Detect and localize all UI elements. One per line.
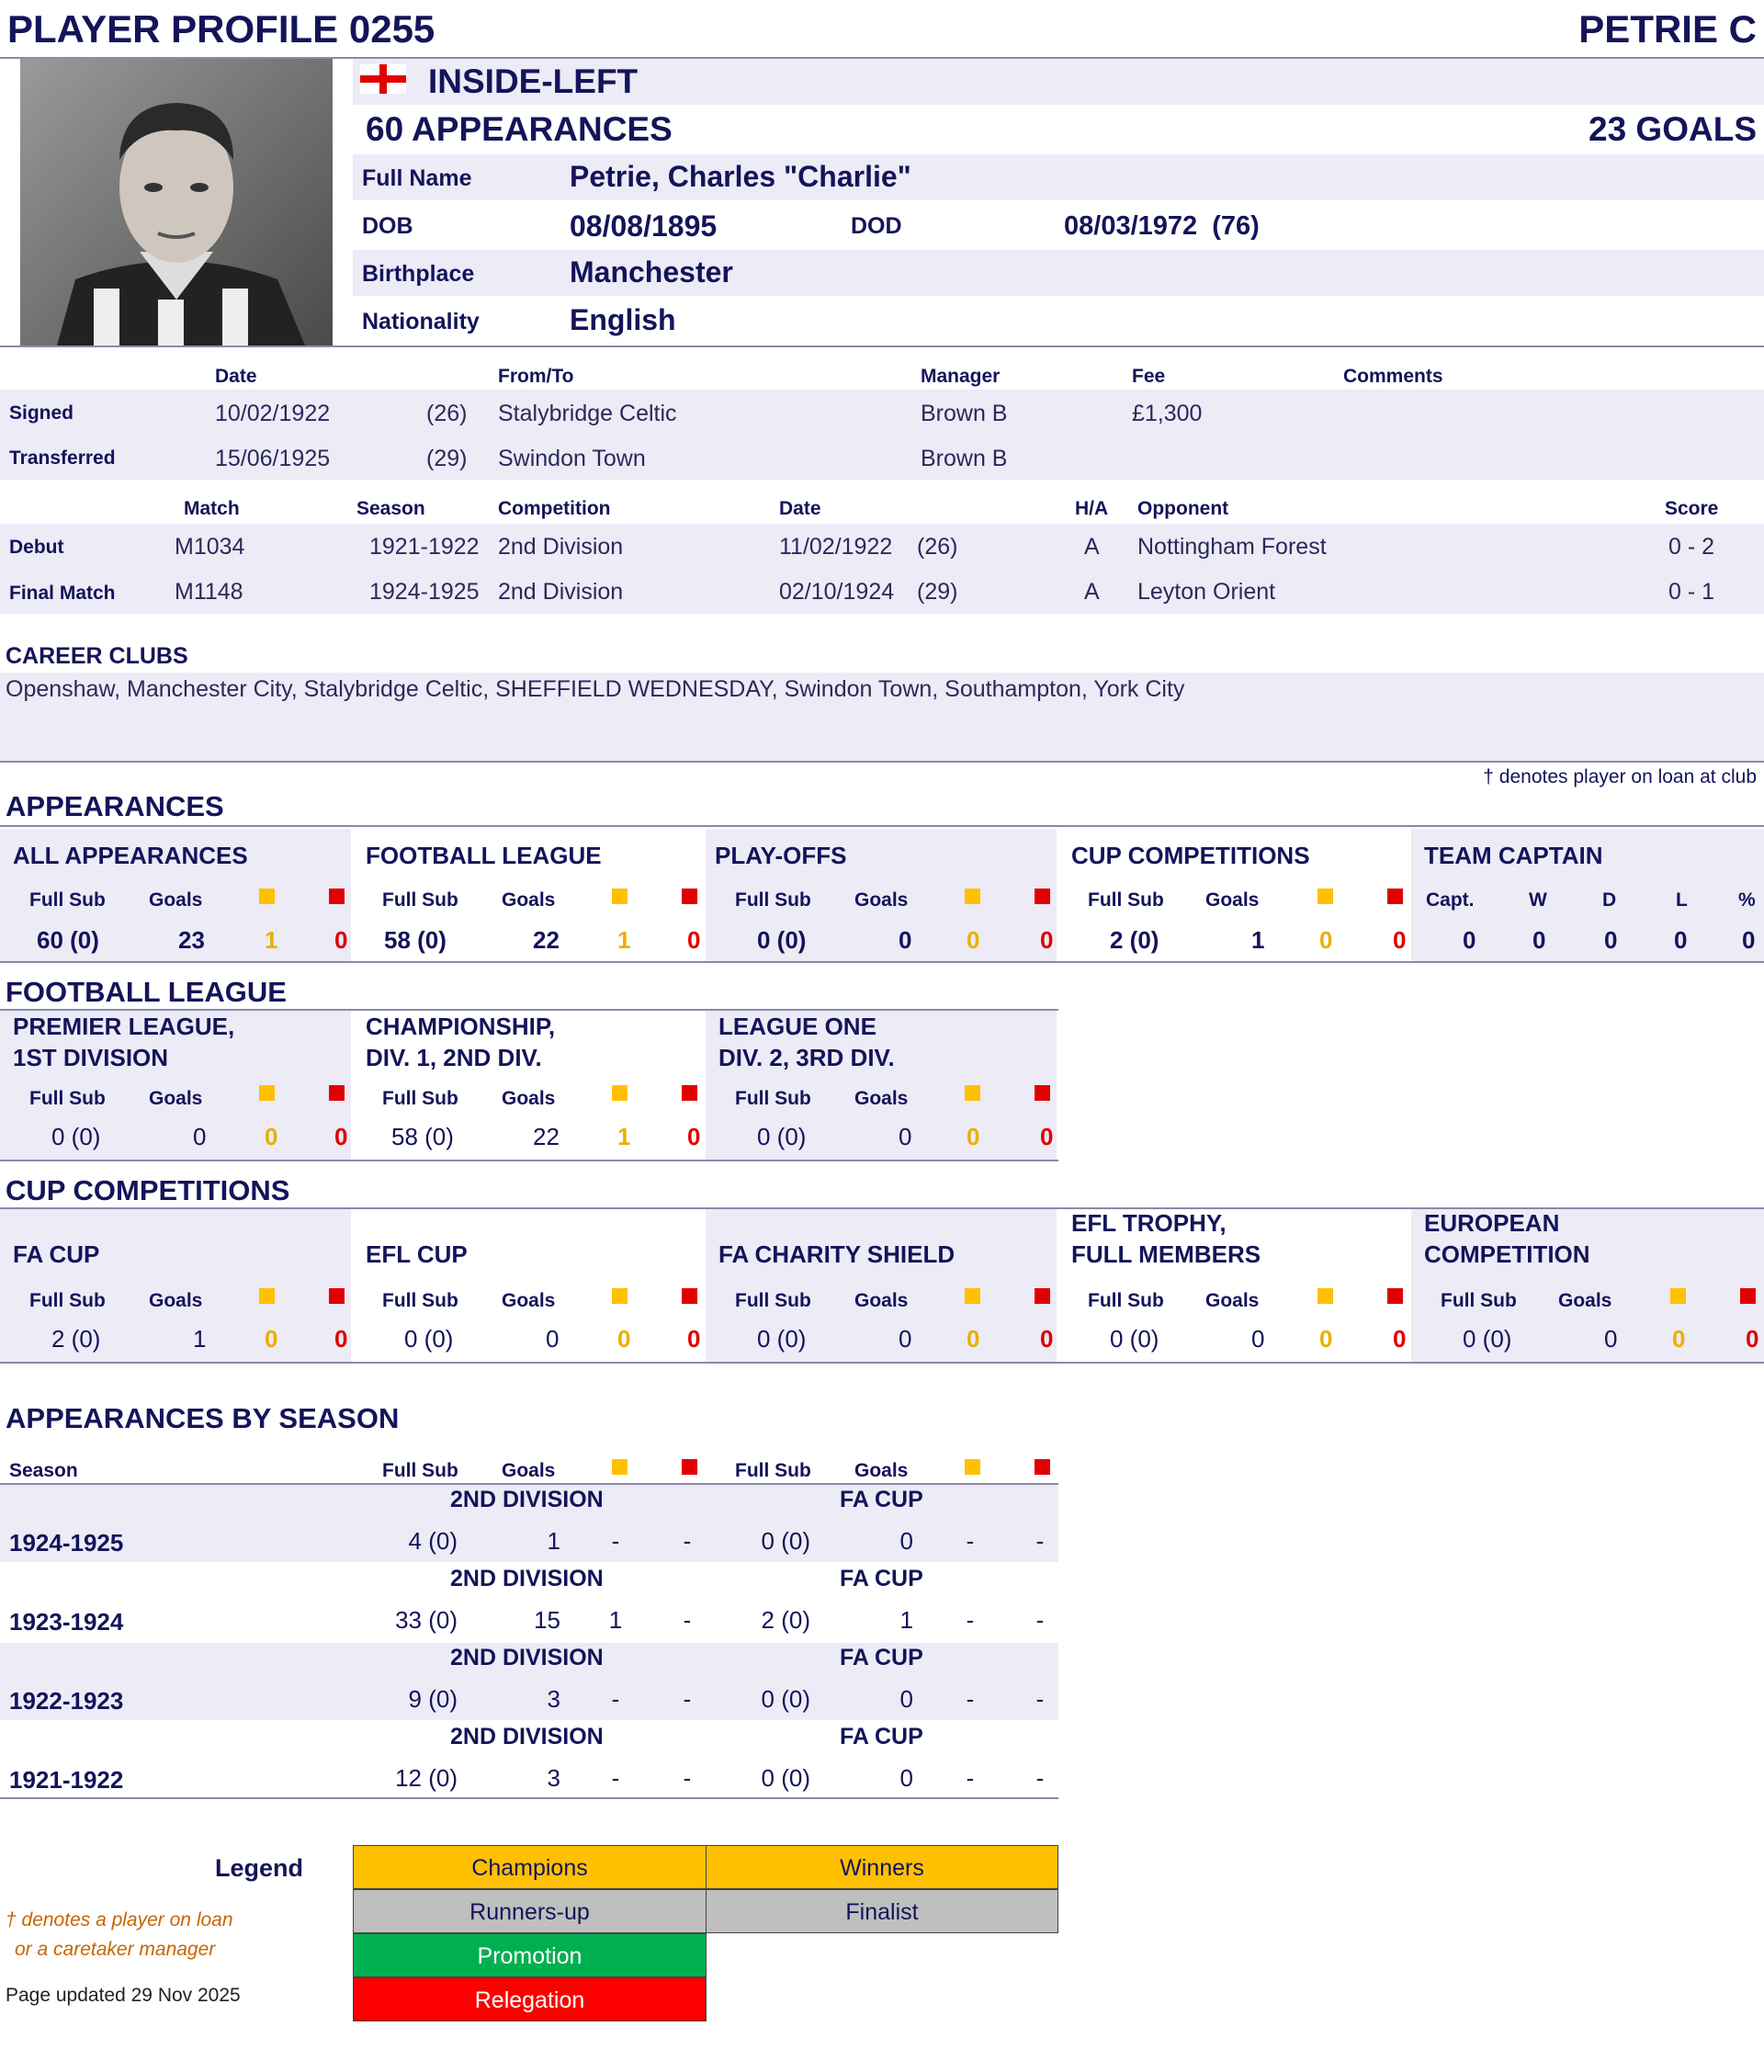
goals-value: 22 bbox=[533, 1123, 560, 1150]
yellow-value: 0 bbox=[1319, 926, 1333, 954]
yellow-value: - bbox=[966, 1606, 975, 1634]
transferred-manager: Brown B bbox=[921, 446, 1008, 471]
red-value: - bbox=[683, 1685, 692, 1713]
goals-header: Goals bbox=[149, 889, 203, 911]
draws-header: D bbox=[1602, 889, 1617, 911]
panel-team-captain bbox=[1411, 829, 1764, 961]
panel-title: FA CUP bbox=[13, 1240, 100, 1268]
player-photo bbox=[20, 59, 333, 345]
panel-title: EFL CUP bbox=[366, 1240, 468, 1268]
legend-promotion: Promotion bbox=[353, 1933, 707, 1977]
debut-opponent: Nottingham Forest bbox=[1137, 534, 1327, 560]
legend-title: Legend bbox=[215, 1854, 304, 1882]
full-sub-header: Full Sub bbox=[29, 889, 106, 911]
yellow-card-icon bbox=[965, 1459, 980, 1475]
apps-value: 58 (0) bbox=[391, 1123, 454, 1150]
transferred-age: (29) bbox=[426, 446, 468, 471]
yellow-value: 0 bbox=[1672, 1325, 1686, 1353]
panel-title: PLAY-OFFS bbox=[715, 842, 847, 869]
full-sub-header: Full Sub bbox=[1088, 1290, 1164, 1311]
full-sub-header: Full Sub bbox=[29, 1088, 106, 1109]
by-season-title: APPEARANCES BY SEASON bbox=[6, 1402, 400, 1434]
legend-winners: Winners bbox=[706, 1845, 1058, 1889]
goals-value: 0 bbox=[193, 1123, 207, 1150]
dob: 08/08/1895 bbox=[570, 209, 718, 243]
red-value: - bbox=[683, 1527, 692, 1555]
red-value: - bbox=[1035, 1527, 1045, 1555]
red-card-icon bbox=[1035, 889, 1050, 904]
panel-subtitle: DIV. 2, 3RD DIV. bbox=[718, 1044, 895, 1071]
red-card-icon bbox=[682, 1459, 697, 1475]
panel-fa-cup bbox=[0, 1209, 351, 1362]
final-age: (29) bbox=[917, 579, 958, 605]
season-label: 1924-1925 bbox=[9, 1529, 124, 1557]
full-sub-header: Full Sub bbox=[29, 1290, 106, 1311]
panel-efl-trophy bbox=[1058, 1209, 1409, 1362]
legend-runners-up: Runners-up bbox=[353, 1889, 707, 1933]
panel-play-offs bbox=[706, 829, 1057, 961]
panel-title: CHAMPIONSHIP, bbox=[366, 1013, 556, 1040]
red-value: - bbox=[683, 1606, 692, 1634]
losses-header: L bbox=[1676, 889, 1688, 911]
yellow-card-icon bbox=[1317, 1288, 1333, 1304]
wins-header: W bbox=[1529, 889, 1547, 911]
goals-value: 0 bbox=[899, 1325, 912, 1353]
table-row-label: Transferred bbox=[9, 447, 116, 469]
transferred-date: 15/06/1925 bbox=[215, 446, 331, 471]
red-value: 0 bbox=[334, 1325, 348, 1353]
competition-label: FA CUP bbox=[840, 1566, 923, 1591]
yellow-value: 1 bbox=[617, 926, 631, 954]
panel-title: CUP COMPETITIONS bbox=[1071, 842, 1310, 869]
full-sub-header: Full Sub bbox=[735, 1460, 811, 1481]
panel-subtitle: DIV. 1, 2ND DIV. bbox=[366, 1044, 542, 1071]
career-clubs-label: CAREER CLUBS bbox=[6, 643, 188, 669]
panel-fa-charity-shield bbox=[706, 1209, 1057, 1362]
yellow-card-icon bbox=[1317, 889, 1333, 904]
red-card-icon bbox=[1387, 889, 1403, 904]
red-value: 0 bbox=[334, 1123, 348, 1150]
season-header: Season bbox=[356, 498, 425, 519]
competition-label: 2ND DIVISION bbox=[450, 1645, 604, 1670]
goals-value: 0 bbox=[899, 1685, 913, 1713]
england-flag-icon bbox=[360, 64, 406, 94]
red-value: 0 bbox=[1393, 1325, 1407, 1353]
apps-value: 0 (0) bbox=[404, 1325, 454, 1353]
apps-value: 0 (0) bbox=[761, 1685, 810, 1713]
date-header: Date bbox=[779, 498, 821, 519]
goals-value: 1 bbox=[1251, 926, 1265, 954]
apps-value: 4 (0) bbox=[408, 1527, 458, 1555]
debut-score: 0 - 2 bbox=[1668, 534, 1715, 560]
competition-label: 2ND DIVISION bbox=[450, 1487, 604, 1512]
panel-subtitle: FULL MEMBERS bbox=[1071, 1240, 1261, 1268]
goals-value: 0 bbox=[899, 926, 912, 954]
yellow-card-icon bbox=[612, 1459, 628, 1475]
career-clubs: Openshaw, Manchester City, Stalybridge Celtic, SHEFFIELD WEDNESDAY, Swindon Town, Southampton, York City bbox=[6, 676, 1185, 702]
appearances-total: 60 APPEARANCES bbox=[366, 110, 673, 148]
season-label: 1923-1924 bbox=[9, 1608, 124, 1636]
transfer-date-header: Date bbox=[215, 366, 257, 387]
apps-value: 0 (0) bbox=[761, 1764, 810, 1792]
final-ha: A bbox=[1084, 579, 1100, 605]
debut-date: 11/02/1922 bbox=[779, 534, 893, 560]
position: INSIDE-LEFT bbox=[428, 62, 639, 100]
captain-header: Capt. bbox=[1426, 889, 1475, 911]
competition-label: FA CUP bbox=[840, 1724, 923, 1749]
birthplace-label: Birthplace bbox=[362, 261, 475, 287]
panel-all-appearances bbox=[0, 829, 351, 961]
apps-value: 0 (0) bbox=[1463, 1325, 1512, 1353]
goals-value: 0 bbox=[1604, 1325, 1618, 1353]
apps-value: 0 (0) bbox=[757, 1123, 807, 1150]
red-card-icon bbox=[1035, 1459, 1050, 1475]
losses-value: 0 bbox=[1674, 926, 1688, 954]
panel-title: PREMIER LEAGUE, bbox=[13, 1013, 235, 1040]
match-header: Match bbox=[184, 498, 240, 519]
red-value: - bbox=[1035, 1606, 1045, 1634]
panel-efl-cup bbox=[353, 1209, 704, 1362]
nationality-label: Nationality bbox=[362, 309, 480, 334]
table-row-label: Debut bbox=[9, 537, 64, 558]
yellow-value: 1 bbox=[608, 1606, 623, 1634]
panel-title: EUROPEAN bbox=[1424, 1209, 1560, 1237]
debut-age: (26) bbox=[917, 534, 958, 560]
apps-value: 2 (0) bbox=[761, 1606, 810, 1634]
page-updated: Page updated 29 Nov 2025 bbox=[6, 1985, 241, 2006]
goals-value: 3 bbox=[547, 1685, 560, 1713]
appearances-title: APPEARANCES bbox=[6, 790, 224, 822]
full-sub-header: Full Sub bbox=[735, 1290, 811, 1311]
goals-header: Goals bbox=[854, 889, 909, 911]
signed-date: 10/02/1922 bbox=[215, 401, 331, 426]
red-card-icon bbox=[1387, 1288, 1403, 1304]
panel-subtitle: 1ST DIVISION bbox=[13, 1044, 169, 1071]
transfer-comments-header: Comments bbox=[1343, 366, 1443, 387]
yellow-card-icon bbox=[965, 889, 980, 904]
red-value: - bbox=[1035, 1685, 1045, 1713]
goals-header: Goals bbox=[854, 1088, 909, 1109]
panel-title: ALL APPEARANCES bbox=[13, 842, 248, 869]
transferred-club: Swindon Town bbox=[498, 446, 646, 471]
final-score: 0 - 1 bbox=[1668, 579, 1715, 605]
goals-total: 23 GOALS bbox=[1589, 110, 1757, 148]
red-value: 0 bbox=[1040, 926, 1054, 954]
final-match: M1148 bbox=[175, 579, 243, 605]
yellow-card-icon bbox=[612, 1085, 628, 1101]
ha-header: H/A bbox=[1075, 498, 1109, 519]
apps-value: 0 (0) bbox=[757, 1325, 807, 1353]
red-card-icon bbox=[1035, 1288, 1050, 1304]
debut-ha: A bbox=[1084, 534, 1100, 560]
season-label: 1922-1923 bbox=[9, 1687, 124, 1715]
full-sub-header: Full Sub bbox=[382, 1460, 458, 1481]
competition-label: FA CUP bbox=[840, 1487, 923, 1512]
yellow-value: - bbox=[966, 1685, 975, 1713]
yellow-value: - bbox=[966, 1527, 975, 1555]
table-row-label: Final Match bbox=[9, 583, 116, 604]
season-label: 1921-1922 bbox=[9, 1766, 124, 1794]
goals-header: Goals bbox=[1558, 1290, 1612, 1311]
player-short-name: PETRIE C bbox=[1578, 7, 1757, 51]
yellow-card-icon bbox=[259, 889, 275, 904]
apps-value: 9 (0) bbox=[408, 1685, 458, 1713]
red-value: 0 bbox=[687, 1325, 701, 1353]
full-sub-header: Full Sub bbox=[735, 1088, 811, 1109]
panel-cup-competitions bbox=[1058, 829, 1409, 961]
yellow-value: - bbox=[611, 1685, 620, 1713]
full-name-label: Full Name bbox=[362, 165, 472, 191]
birthplace: Manchester bbox=[570, 255, 733, 289]
panel-title: EFL TROPHY, bbox=[1071, 1209, 1227, 1237]
goals-value: 0 bbox=[1251, 1325, 1265, 1353]
panel-championship bbox=[353, 1011, 704, 1160]
yellow-card-icon bbox=[259, 1288, 275, 1304]
yellow-card-icon bbox=[259, 1085, 275, 1101]
final-competition: 2nd Division bbox=[498, 579, 624, 605]
goals-value: 1 bbox=[547, 1527, 560, 1555]
apps-value: 0 (0) bbox=[1110, 1325, 1159, 1353]
panel-football-league bbox=[353, 829, 704, 961]
signed-age: (26) bbox=[426, 401, 468, 426]
goals-header: Goals bbox=[149, 1088, 203, 1109]
apps-value: 12 (0) bbox=[395, 1764, 458, 1792]
red-card-icon bbox=[682, 1085, 697, 1101]
draws-value: 0 bbox=[1604, 926, 1618, 954]
panel-title: TEAM CAPTAIN bbox=[1424, 842, 1603, 869]
goals-header: Goals bbox=[502, 1088, 556, 1109]
apps-value: 58 (0) bbox=[384, 926, 447, 954]
yellow-value: 0 bbox=[265, 1123, 278, 1150]
legend-relegation: Relegation bbox=[353, 1977, 707, 2021]
red-value: 0 bbox=[1040, 1325, 1054, 1353]
captain-value: 0 bbox=[1463, 926, 1476, 954]
red-card-icon bbox=[329, 889, 345, 904]
goals-value: 22 bbox=[533, 926, 560, 954]
transfer-club-header: From/To bbox=[498, 366, 574, 387]
panel-league-one bbox=[706, 1011, 1057, 1160]
yellow-value: 0 bbox=[967, 926, 980, 954]
legend-loan-note: † denotes a player on loan bbox=[6, 1909, 233, 1930]
percent-header: % bbox=[1738, 889, 1756, 911]
panel-title: LEAGUE ONE bbox=[718, 1013, 876, 1040]
red-value: 0 bbox=[687, 1123, 701, 1150]
apps-value: 0 (0) bbox=[761, 1527, 810, 1555]
panel-premier-league bbox=[0, 1011, 351, 1160]
panel-title: FOOTBALL LEAGUE bbox=[366, 842, 602, 869]
competition-header: Competition bbox=[498, 498, 611, 519]
apps-value: 60 (0) bbox=[37, 926, 99, 954]
goals-header: Goals bbox=[1205, 889, 1260, 911]
yellow-value: 0 bbox=[967, 1325, 980, 1353]
full-sub-header: Full Sub bbox=[735, 889, 811, 911]
signed-manager: Brown B bbox=[921, 401, 1008, 426]
yellow-value: - bbox=[611, 1527, 620, 1555]
red-card-icon bbox=[682, 1288, 697, 1304]
yellow-value: - bbox=[966, 1764, 975, 1792]
yellow-value: 0 bbox=[617, 1325, 631, 1353]
dod: 08/03/1972 (76) bbox=[1064, 211, 1260, 241]
yellow-value: 1 bbox=[265, 926, 278, 954]
apps-value: 0 (0) bbox=[757, 926, 807, 954]
legend-finalist: Finalist bbox=[706, 1889, 1058, 1933]
red-value: 0 bbox=[1040, 1123, 1054, 1150]
final-date: 02/10/1924 bbox=[779, 579, 895, 605]
red-value: 0 bbox=[687, 926, 701, 954]
goals-value: 3 bbox=[547, 1764, 560, 1792]
red-card-icon bbox=[329, 1085, 345, 1101]
yellow-card-icon bbox=[965, 1085, 980, 1101]
goals-value: 1 bbox=[193, 1325, 207, 1353]
yellow-card-icon bbox=[965, 1288, 980, 1304]
goals-header: Goals bbox=[1205, 1290, 1260, 1311]
yellow-card-icon bbox=[612, 889, 628, 904]
goals-value: 23 bbox=[178, 926, 205, 954]
goals-header: Goals bbox=[502, 1460, 556, 1481]
yellow-value: 0 bbox=[967, 1123, 980, 1150]
competition-label: FA CUP bbox=[840, 1645, 923, 1670]
signed-club: Stalybridge Celtic bbox=[498, 401, 677, 426]
full-name: Petrie, Charles "Charlie" bbox=[570, 160, 911, 193]
debut-season: 1921-1922 bbox=[369, 534, 480, 560]
red-card-icon bbox=[682, 889, 697, 904]
goals-value: 0 bbox=[899, 1527, 913, 1555]
transfer-fee-header: Fee bbox=[1132, 366, 1166, 387]
red-card-icon bbox=[1740, 1288, 1756, 1304]
goals-header: Goals bbox=[854, 1460, 909, 1481]
goals-header: Goals bbox=[502, 1290, 556, 1311]
full-sub-header: Full Sub bbox=[382, 889, 458, 911]
red-value: 0 bbox=[1746, 1325, 1759, 1353]
goals-header: Goals bbox=[854, 1290, 909, 1311]
wins-value: 0 bbox=[1532, 926, 1546, 954]
final-season: 1924-1925 bbox=[369, 579, 480, 605]
signed-fee: £1,300 bbox=[1132, 401, 1203, 426]
red-value: - bbox=[1035, 1764, 1045, 1792]
red-card-icon bbox=[1035, 1085, 1050, 1101]
profile-title: PLAYER PROFILE 0255 bbox=[7, 7, 435, 51]
yellow-card-icon bbox=[612, 1288, 628, 1304]
season-column-header: Season bbox=[9, 1460, 78, 1481]
percent-value: 0 bbox=[1742, 926, 1756, 954]
full-sub-header: Full Sub bbox=[1441, 1290, 1517, 1311]
goals-value: 0 bbox=[899, 1123, 912, 1150]
dod-label: DOD bbox=[851, 213, 902, 239]
full-sub-header: Full Sub bbox=[382, 1290, 458, 1311]
goals-value: 1 bbox=[899, 1606, 913, 1634]
apps-value: 33 (0) bbox=[395, 1606, 458, 1634]
dob-label: DOB bbox=[362, 213, 413, 239]
panel-subtitle: COMPETITION bbox=[1424, 1240, 1590, 1268]
loan-note: † denotes player on loan at club bbox=[1483, 766, 1757, 787]
legend-loan-note-2: or a caretaker manager bbox=[15, 1939, 216, 1960]
yellow-value: 0 bbox=[265, 1325, 278, 1353]
apps-value: 0 (0) bbox=[51, 1123, 101, 1150]
football-league-title: FOOTBALL LEAGUE bbox=[6, 976, 287, 1008]
yellow-value: 1 bbox=[617, 1123, 631, 1150]
red-card-icon bbox=[329, 1288, 345, 1304]
panel-european-competition bbox=[1411, 1209, 1764, 1362]
opponent-header: Opponent bbox=[1137, 498, 1229, 519]
debut-match: M1034 bbox=[175, 534, 245, 560]
final-opponent: Leyton Orient bbox=[1137, 579, 1276, 605]
competition-label: 2ND DIVISION bbox=[450, 1724, 604, 1749]
red-value: 0 bbox=[334, 926, 348, 954]
goals-value: 0 bbox=[546, 1325, 560, 1353]
nationality: English bbox=[570, 303, 676, 336]
yellow-value: 0 bbox=[1319, 1325, 1333, 1353]
debut-competition: 2nd Division bbox=[498, 534, 624, 560]
red-value: 0 bbox=[1393, 926, 1407, 954]
full-sub-header: Full Sub bbox=[1088, 889, 1164, 911]
yellow-card-icon bbox=[1670, 1288, 1686, 1304]
goals-header: Goals bbox=[502, 889, 556, 911]
goals-value: 0 bbox=[899, 1764, 913, 1792]
goals-header: Goals bbox=[149, 1290, 203, 1311]
competition-label: 2ND DIVISION bbox=[450, 1566, 604, 1591]
legend-champions: Champions bbox=[353, 1845, 707, 1889]
apps-value: 2 (0) bbox=[51, 1325, 101, 1353]
goals-value: 15 bbox=[534, 1606, 560, 1634]
score-header: Score bbox=[1665, 498, 1719, 519]
apps-value: 2 (0) bbox=[1110, 926, 1159, 954]
table-row-label: Signed bbox=[9, 402, 74, 424]
full-sub-header: Full Sub bbox=[382, 1088, 458, 1109]
panel-title: FA CHARITY SHIELD bbox=[718, 1240, 956, 1268]
yellow-value: - bbox=[611, 1764, 620, 1792]
transfer-manager-header: Manager bbox=[921, 366, 1001, 387]
red-value: - bbox=[683, 1764, 692, 1792]
cup-competitions-title: CUP COMPETITIONS bbox=[6, 1174, 290, 1206]
